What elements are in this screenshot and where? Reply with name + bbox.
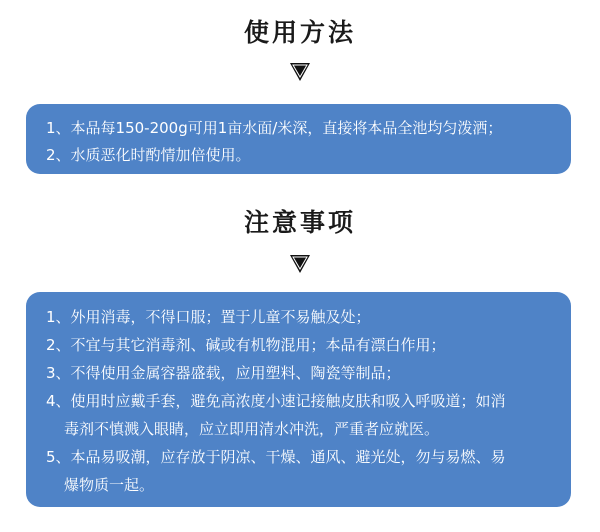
notes-title: 注意事项 bbox=[243, 208, 356, 237]
notes-item-3: 3、不得使用金属容器盛载，应用塑料、陶瓷等制品； bbox=[46, 364, 401, 382]
notes-panel bbox=[26, 292, 571, 507]
notes-item-4-cont: 毒剂不慎溅入眼睛，应立即用清水冲洗，严重者应就医。 bbox=[64, 420, 440, 438]
usage-title: 使用方法 bbox=[243, 18, 356, 47]
notes-item-4: 4、使用时应戴手套，避免高浓度小速记接触皮肤和吸入呼吸道；如消 bbox=[46, 392, 506, 410]
usage-item-2: 2、水质恶化时酌情加倍使用。 bbox=[46, 146, 251, 164]
usage-panel bbox=[26, 104, 571, 174]
triangle-down-icon bbox=[289, 254, 311, 274]
triangle-down-icon bbox=[289, 62, 311, 82]
notes-item-2: 2、不宜与其它消毒剂、碱或有机物混用；本品有漂白作用； bbox=[46, 336, 446, 354]
notes-item-5-cont: 爆物质一起。 bbox=[64, 476, 155, 494]
notes-item-5: 5、本品易吸潮，应存放于阴凉、干燥、通风、避光处，勿与易燃、易 bbox=[46, 448, 506, 466]
notes-item-1: 1、外用消毒，不得口服；置于儿童不易触及处； bbox=[46, 308, 371, 326]
usage-item-1: 1、本品每150-200g可用1亩水面/米深，直接将本品全池均匀泼洒； bbox=[46, 119, 503, 137]
